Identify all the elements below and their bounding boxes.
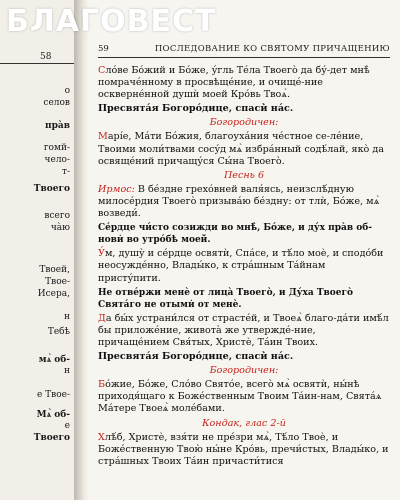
left-fragment: о [64,86,70,96]
right-page-number: 59 [98,44,109,54]
left-fragment: т- [61,167,70,177]
body-text [98,65,390,470]
paragraph: Сло́ве Бо́жий и Бо́же, у́гль Те́ла Твоего̀ да бу́-дет мнѣ̀ помраче́нному в просвѣще́ние, и очище́-ние оскверне́нной душѝ моей Кро́вь Твоѧ̀. [98,65,370,101]
left-fragment: Твоего [33,433,70,443]
refrain: Пресвята́я Богоро́дице, спаси̇̀ на́с. [98,351,294,363]
left-fragment: всего [44,211,70,221]
paragraph: Хлѣ́б, Христѐ, взя́ти не пре́зри мѧ̀, Тѣ́ло Твоѐ, и Боже́ственную Твою̀ ны́не Кро́вь, пречи́стых, Влады́ко, и стра́шных Твоих Та́ин причасти́тися [98,431,389,467]
left-fragment: гомй- [43,143,70,153]
left-fragment: е Твое- [36,390,70,400]
paragraph: Бо́жие, Бо́же, Сло́во Свято́е, всего̀ мѧ̀ освятѝ, ны́нѣ приходя́щаго к Боже́ственным Твоим Та́ин-нам, Свята́ѧ Ма́тере Твоеѧ̀ моле́бами. [98,379,382,415]
right-page [88,0,400,500]
irmos-paragraph [98,184,390,220]
running-title: ПОСЛЕДОВАНИЕ КО СВЯТОМУ ПРИЧАЩЕНИЮ [154,44,390,54]
left-fragment: н [64,312,70,322]
left-fragment: н [64,366,70,376]
paragraph: Да бы́х устрани́лся от страсте́й, и Твоеѧ̀ благо-да́ти имѣ́л бы приложе́ние, живота̀ же утвержде́-ние, причаще́нием Свя́тых, Христѐ, Та́ин Твоих. [98,312,389,348]
section-heading: Богородичен: [209,365,279,377]
paragraph: Марі́е, Ма́ти Бо́жия, благоуха́ния че́стное се-ле́ние, Твоими моли́твами сосу́д мѧ̀ избра́нный содѣ́лай, яко̀ да освяще́ний причащу́ся Сы́на Твоего̀. [98,131,385,167]
watermark-logo: БЛАГОВЕСТ [6,4,217,39]
left-fragment: Исера, [37,289,70,299]
left-fragment: е [64,421,70,431]
book-gutter [74,0,88,500]
header-rule [98,57,390,58]
left-fragment: Мѧ̀ об- [36,410,70,420]
irmos-label: Ирмос: [98,183,135,195]
left-fragment: Твое- [45,277,70,287]
verse: Се́рдце чи́сто созижди во мнѣ̀, Бо́же, и ду́х пра̀в об-нови̇ во утро́бѣ моей. [98,223,373,246]
section-heading: Песнь 6 [223,169,265,181]
irmos-text: В бе́здне грехо́вней валя́ясь, неизслѣ́дную милосе́рдия Твоего̀ призыва́ю бе́здну: от тлѝ, Бо́же, мѧ̀ возведи́. [98,183,380,220]
left-fragment: ча̀ю [50,223,70,233]
left-page [0,0,75,500]
left-fragment: Тебѣ [47,327,70,337]
left-page-number: 58 [40,52,52,62]
left-fragment: Твоего [33,184,70,194]
left-fragment: селов [43,98,70,108]
left-fragment: пра̀в [45,121,70,131]
paragraph: У́м, душу̀ и се́рдце освятѝ, Спа́се, и тѣ́ло моѐ, и сподо́би неосужде́нно, Влады́ко, к стра́шным Та́йнам присту́пити. [98,248,384,284]
left-fragment: мѧ̀ об- [38,355,70,365]
section-heading: Богородичен: [209,117,279,129]
section-heading: Кондак, глас 2-й [202,417,286,429]
refrain: Пресвята́я Богоро́дице, спаси̇̀ на́с. [98,103,294,115]
left-header-rule [0,63,74,64]
left-fragment: чело- [44,155,70,165]
left-fragment: Твоей, [39,265,70,275]
verse: Не отве́ржи менѐ от лица̀ Твоего̀, и Ду́ха Твоего̀ Свята́го не отыми̇ от менѐ. [98,287,354,310]
